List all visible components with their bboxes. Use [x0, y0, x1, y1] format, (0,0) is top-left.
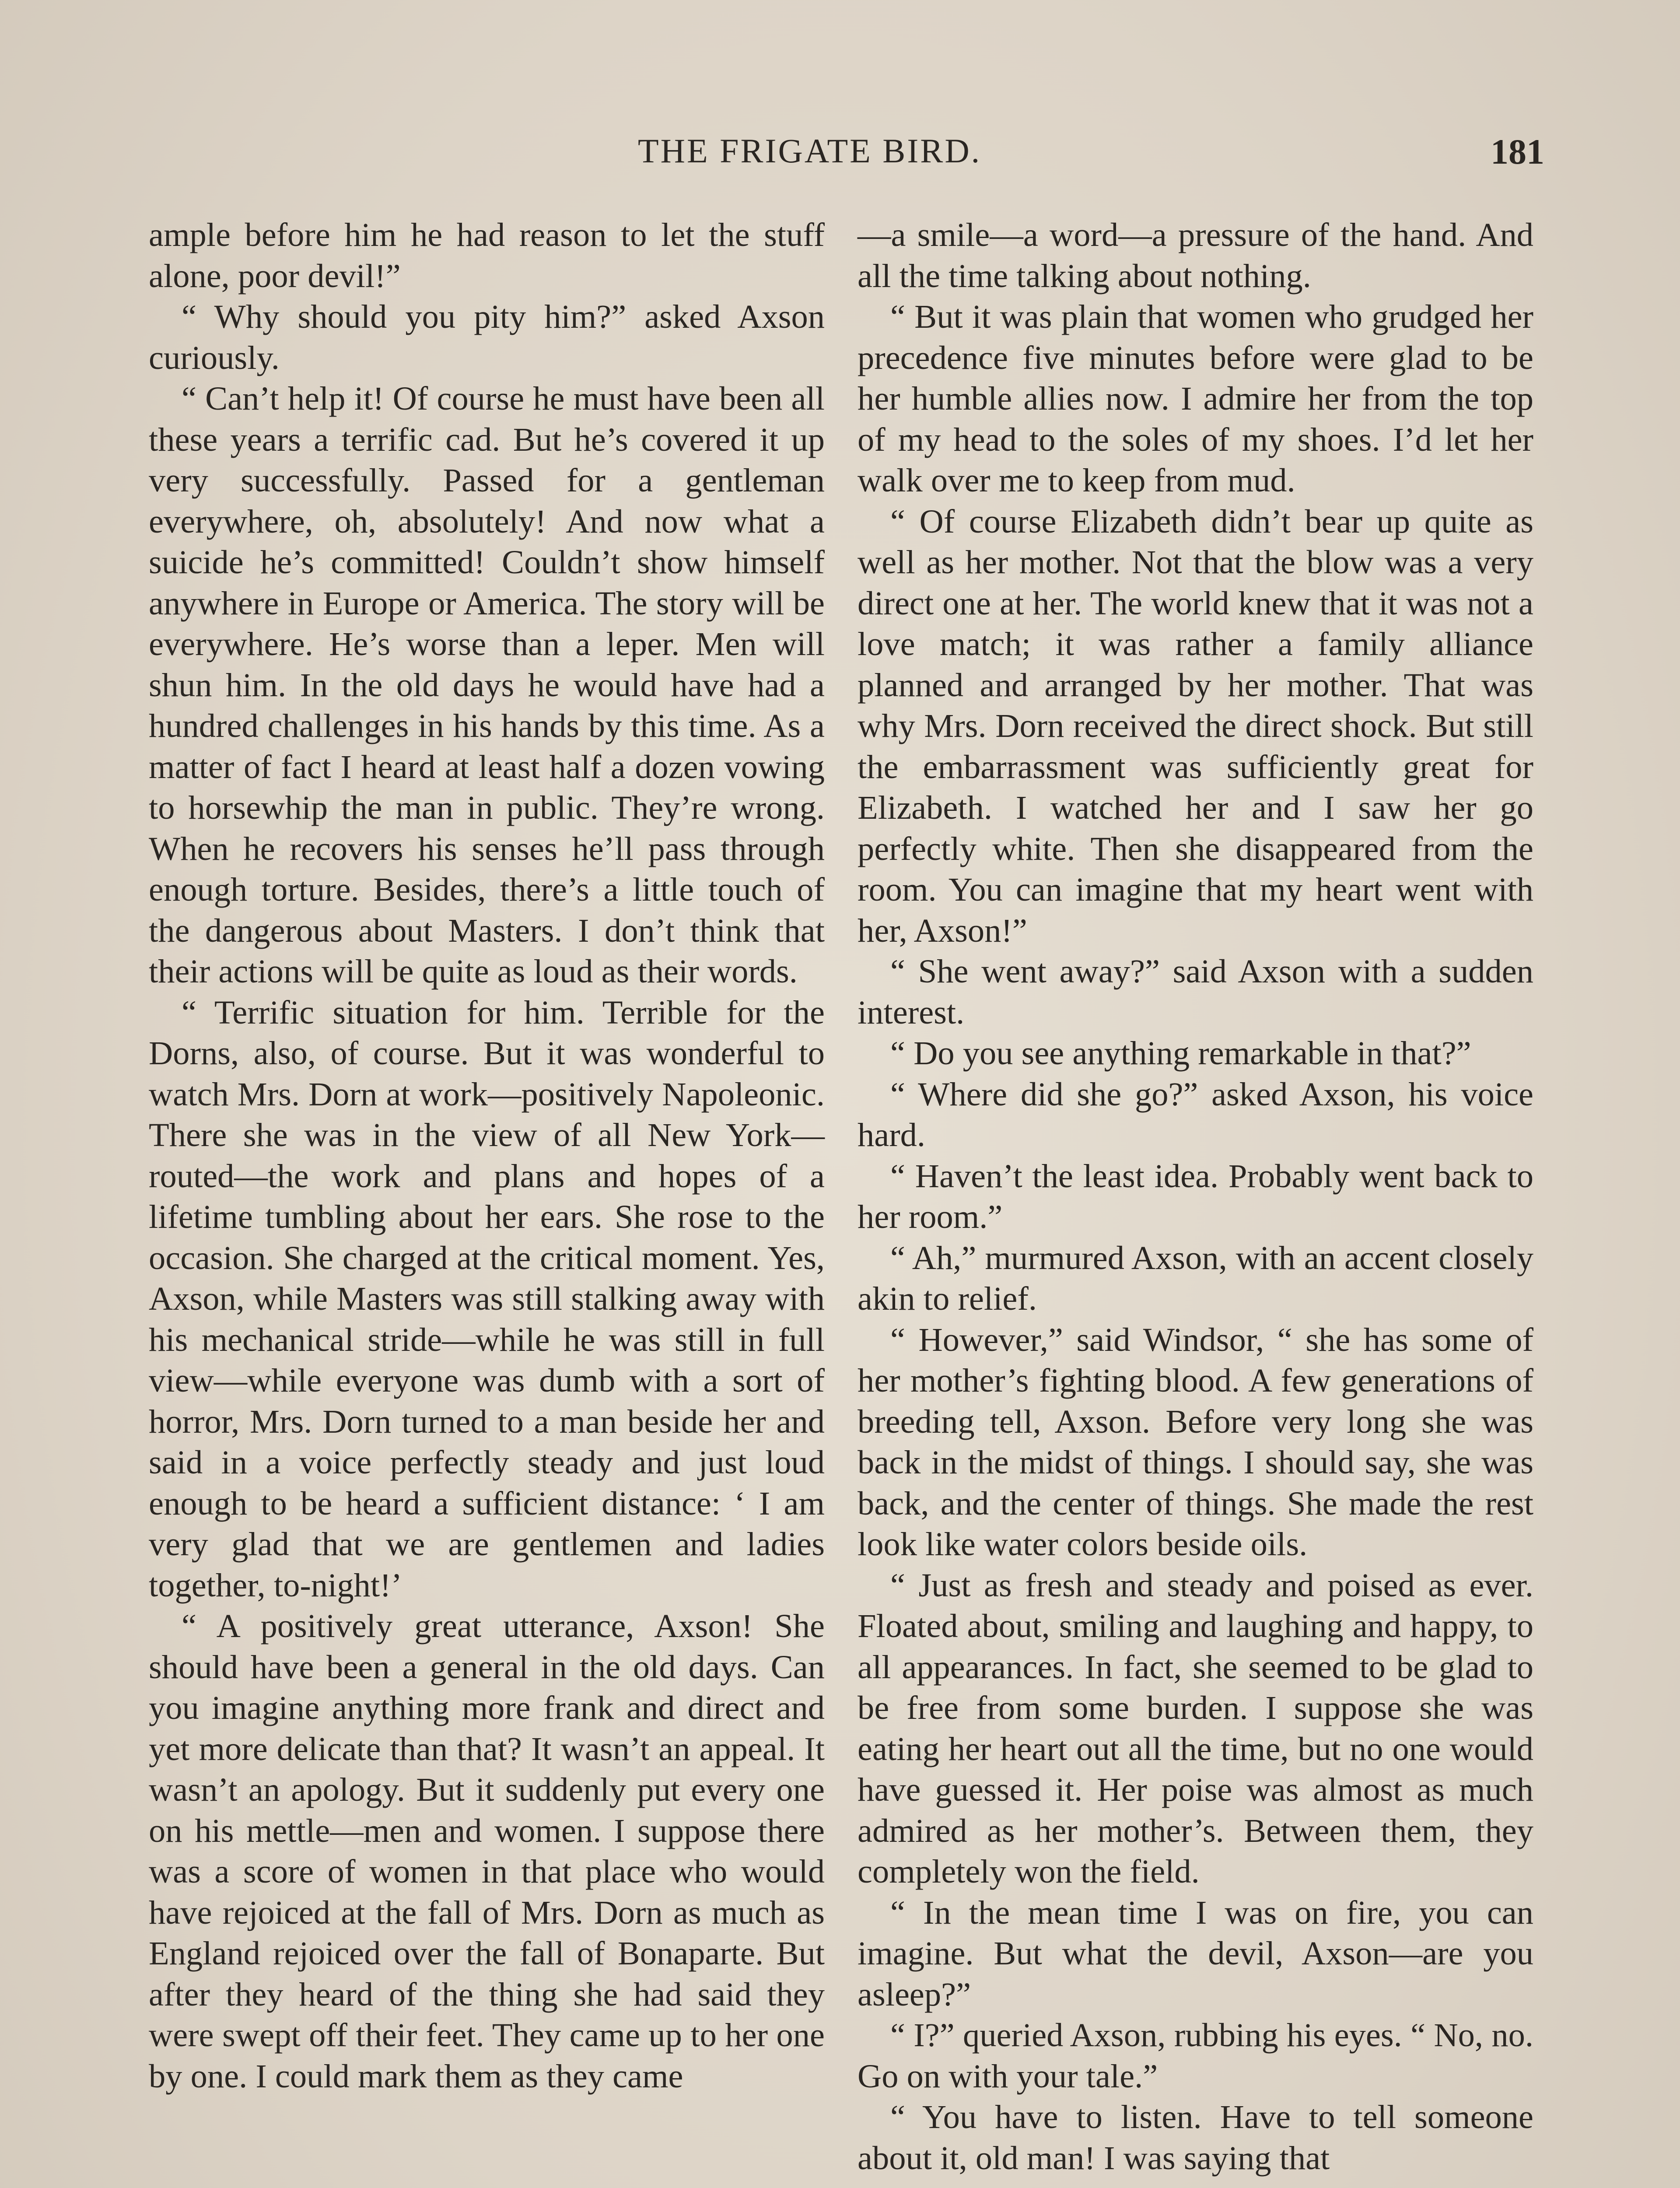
paragraph: “ Can’t help it! Of course he must have been all these years a terrific cad. But he’s covered it up very successfully. Passed for a gentleman everywhere, oh, absolutely! And now what a suicide he’s committed! Couldn’t show himself anywhere in Europe or America. The story will be everywhere. He’s worse than a leper. Men will shun him. In the old days he would have had a hundred challenges in his hands by this time. As a matter of fact I heard at least half a dozen vowing to horsewhip the man in public. They’re wrong. When he recovers his senses he’ll pass through enough torture. Besides, there’s a little touch of the dangerous about Masters. I don’t think that their actions will be quite as loud as their words.: [149, 380, 825, 990]
paragraph: “ Haven’t the least idea. Probably went back to her room.”: [858, 1157, 1533, 1235]
paragraph: ample before him he had reason to let the stuff alone, poor devil!”: [149, 216, 825, 295]
left-text-column: [149, 214, 825, 2097]
page-number: 181: [1491, 132, 1544, 172]
paragraph: “ In the mean time I was on fire, you can imagine. But what the devil, Axson—are you asleep?”: [858, 1893, 1533, 2013]
paragraph: “ Terrific situation for him. Terrible for the Dorns, also, of course. But it was wonderful to watch Mrs. Dorn at work—positively Napoleonic. There she was in the view of all New York—routed—the work and plans and hopes of a lifetime tumbling about her ears. She rose to the occasion. She charged at the critical moment. Yes, Axson, while Masters was still stalking away with his mechanical stride—while he was still in full view—while everyone was dumb with a sort of horror, Mrs. Dorn turned to a man beside her and said in a voice perfectly steady and just loud enough to be heard a sufficient distance: ‘ I am very glad that we are gentlemen and ladies together, to-night!’: [149, 993, 825, 1604]
paragraph: “ Do you see anything remarkable in that?”: [890, 1034, 1471, 1072]
paragraph: “ I?” queried Axson, rubbing his eyes. “ No, no. Go on with your tale.”: [858, 2016, 1533, 2095]
paragraph: “ A positively great utterance, Axson! She should have been a general in the old days. Can you imagine anything more frank and direct and yet more delicate than that? It wasn’t an appeal. It wasn’t an apology. But it suddenly put every one on his mettle—men and women. I suppose there was a score of women in that place who would have rejoiced at the fall of Mrs. Dorn as much as England rejoiced over the fall of Bonaparte. But after they heard of the thing she had said they were swept off their feet. They came up to her one by one. I could mark them as they came: [149, 1607, 825, 2095]
paragraph: “ But it was plain that women who grudged her precedence five minutes before were glad to be her humble allies now. I admire her from the top of my head to the soles of my shoes. I’d let her walk over me to keep from mud.: [858, 298, 1533, 499]
paragraph: “ She went away?” said Axson with a sudden interest.: [858, 953, 1533, 1031]
paragraph: “ Ah,” murmured Axson, with an accent closely akin to relief.: [858, 1239, 1533, 1317]
paragraph: “ Just as fresh and steady and poised as ever. Floated about, smiling and laughing and happy, to all appearances. In fact, she seemed to be glad to be free from some burden. I suppose she was eating her heart out all the time, but no one would have guessed it. Her poise was almost as much admired as her mother’s. Between them, they completely won the field.: [858, 1566, 1533, 1890]
paragraph: “ Why should you pity him?” asked Axson curiously.: [149, 298, 825, 376]
paragraph: “ Of course Elizabeth didn’t bear up quite as well as her mother. Not that the blow was a very direct one at her. The world knew that it was not a love match; it was rather a family alliance planned and arranged by her mother. That was why Mrs. Dorn received the direct shock. But still the embarrassment was sufficiently great for Elizabeth. I watched her and I saw her go perfectly white. Then she disappeared from the room. You can imagine that my heart went with her, Axson!”: [858, 502, 1533, 949]
paragraph: “ Where did she go?” asked Axson, his voice hard.: [858, 1075, 1533, 1154]
paragraph: “ However,” said Windsor, “ she has some of her mother’s fighting blood. A few generations of breeding tell, Axson. Before very long she was back in the midst of things. I should say, she was back, and the center of things. She made the rest look like water colors beside oils.: [858, 1321, 1533, 1563]
page-header: [149, 131, 1544, 184]
right-text-column: [858, 214, 1533, 2178]
paragraph: “ You have to listen. Have to tell someone about it, old man! I was saying that: [858, 2098, 1533, 2177]
paragraph: —a smile—a word—a pressure of the hand. And all the time talking about nothing.: [858, 216, 1533, 295]
running-title: THE FRIGATE BIRD.: [638, 132, 982, 170]
